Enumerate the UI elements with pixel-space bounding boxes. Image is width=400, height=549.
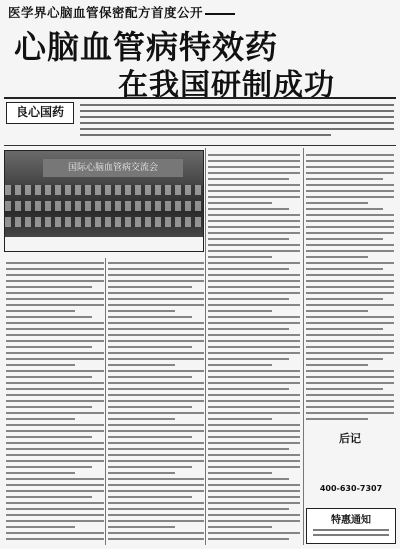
body-column-1 bbox=[6, 258, 104, 540]
text-line bbox=[306, 160, 394, 162]
text-line bbox=[6, 478, 104, 480]
text-line bbox=[108, 364, 175, 366]
text-line bbox=[208, 184, 300, 186]
text-line bbox=[208, 514, 300, 516]
text-line bbox=[108, 328, 204, 330]
text-line bbox=[208, 358, 289, 360]
text-line bbox=[108, 286, 192, 288]
text-line bbox=[6, 538, 104, 540]
text-line bbox=[108, 280, 204, 282]
text-line bbox=[208, 364, 272, 366]
text-line bbox=[208, 532, 300, 534]
text-line bbox=[306, 196, 394, 198]
text-line bbox=[6, 376, 92, 378]
text-line bbox=[208, 274, 300, 276]
headline-line-1: 心脑血管病特效药 bbox=[14, 28, 279, 66]
text-line bbox=[108, 388, 204, 390]
text-line bbox=[108, 346, 192, 348]
text-line bbox=[306, 178, 383, 180]
text-line bbox=[6, 316, 92, 318]
text-line bbox=[6, 520, 104, 522]
text-line bbox=[306, 280, 394, 282]
text-line bbox=[208, 208, 289, 210]
text-line bbox=[306, 184, 394, 186]
text-line bbox=[6, 298, 104, 300]
body-column-4 bbox=[306, 150, 394, 420]
text-line bbox=[306, 238, 383, 240]
text-line bbox=[306, 388, 383, 390]
text-line bbox=[306, 166, 394, 168]
text-line bbox=[306, 394, 394, 396]
text-line bbox=[208, 454, 300, 456]
text-line bbox=[108, 460, 204, 462]
text-line bbox=[108, 472, 175, 474]
text-line bbox=[6, 454, 104, 456]
text-line bbox=[306, 328, 383, 330]
text-line bbox=[208, 370, 300, 372]
text-line bbox=[208, 178, 289, 180]
text-line bbox=[208, 520, 300, 522]
text-line bbox=[306, 310, 368, 312]
text-line bbox=[108, 262, 204, 264]
text-line bbox=[306, 370, 394, 372]
text-line bbox=[208, 538, 289, 540]
top-rule bbox=[4, 97, 396, 99]
text-line bbox=[208, 382, 300, 384]
text-line bbox=[108, 532, 204, 534]
special-notice-box bbox=[306, 508, 396, 544]
text-line bbox=[6, 274, 104, 276]
text-line bbox=[108, 526, 175, 528]
text-line bbox=[306, 304, 394, 306]
text-line bbox=[208, 376, 300, 378]
text-line bbox=[108, 394, 204, 396]
text-line bbox=[306, 274, 394, 276]
text-line bbox=[306, 202, 368, 204]
text-line bbox=[306, 364, 368, 366]
text-line bbox=[306, 214, 394, 216]
notice-title: 特惠通知 bbox=[331, 515, 371, 526]
text-line bbox=[306, 190, 394, 192]
text-line bbox=[108, 370, 204, 372]
text-line bbox=[208, 436, 300, 438]
text-line bbox=[108, 442, 204, 444]
kicker-dash bbox=[205, 13, 235, 15]
text-line bbox=[306, 268, 383, 270]
text-line bbox=[208, 478, 289, 480]
text-line bbox=[208, 226, 300, 228]
text-line bbox=[6, 400, 104, 402]
text-line bbox=[6, 460, 104, 462]
text-line bbox=[208, 160, 300, 162]
text-line bbox=[208, 172, 300, 174]
text-line bbox=[108, 340, 204, 342]
text-line bbox=[208, 328, 289, 330]
text-line bbox=[108, 418, 175, 420]
text-line bbox=[6, 436, 92, 438]
text-line bbox=[208, 286, 300, 288]
text-line bbox=[6, 382, 104, 384]
text-line bbox=[208, 490, 300, 492]
text-line bbox=[306, 352, 394, 354]
text-line bbox=[6, 508, 104, 510]
text-line bbox=[6, 352, 104, 354]
text-line bbox=[108, 478, 204, 480]
text-line bbox=[208, 388, 289, 390]
text-line bbox=[108, 514, 204, 516]
text-line bbox=[306, 322, 394, 324]
phone-number: 400-630-7307 bbox=[319, 484, 383, 493]
text-line bbox=[208, 322, 300, 324]
text-line bbox=[6, 388, 104, 390]
text-line bbox=[208, 310, 272, 312]
text-line bbox=[306, 262, 394, 264]
text-line bbox=[108, 538, 204, 540]
text-line bbox=[108, 508, 204, 510]
text-line bbox=[108, 376, 192, 378]
text-line bbox=[108, 484, 204, 486]
text-line bbox=[108, 400, 204, 402]
photo-banner: 国际心脑血管病交流会 bbox=[43, 159, 183, 177]
text-line bbox=[108, 274, 204, 276]
afterword-title: 后记 bbox=[339, 432, 361, 445]
text-line bbox=[306, 340, 394, 342]
text-line bbox=[208, 166, 300, 168]
text-line bbox=[6, 484, 104, 486]
text-line bbox=[208, 406, 300, 408]
text-line bbox=[6, 280, 104, 282]
text-line bbox=[306, 154, 394, 156]
text-line bbox=[208, 424, 300, 426]
text-line bbox=[208, 502, 300, 504]
text-line bbox=[6, 304, 104, 306]
text-line bbox=[208, 280, 300, 282]
text-line bbox=[306, 358, 383, 360]
text-line bbox=[306, 292, 394, 294]
text-line bbox=[6, 406, 92, 408]
text-line bbox=[6, 370, 104, 372]
kicker-line bbox=[8, 3, 235, 21]
text-line bbox=[306, 382, 394, 384]
text-line bbox=[6, 322, 104, 324]
text-line bbox=[306, 250, 394, 252]
text-line bbox=[6, 448, 104, 450]
text-line bbox=[108, 448, 204, 450]
text-line bbox=[6, 262, 104, 264]
text-line bbox=[208, 232, 300, 234]
section-rule bbox=[4, 145, 396, 146]
text-line bbox=[6, 490, 104, 492]
text-line bbox=[306, 412, 394, 414]
text-line bbox=[6, 430, 104, 432]
text-line bbox=[6, 346, 92, 348]
text-line bbox=[108, 310, 175, 312]
conference-photo bbox=[4, 150, 204, 252]
text-line bbox=[306, 256, 368, 258]
text-line bbox=[208, 496, 300, 498]
text-line bbox=[6, 358, 104, 360]
text-line bbox=[208, 304, 300, 306]
text-line bbox=[6, 310, 75, 312]
text-line bbox=[108, 412, 204, 414]
text-line bbox=[306, 346, 394, 348]
text-line bbox=[108, 352, 204, 354]
text-line bbox=[306, 226, 394, 228]
text-line bbox=[306, 232, 394, 234]
text-line bbox=[208, 472, 272, 474]
text-line bbox=[208, 442, 300, 444]
text-line bbox=[208, 352, 300, 354]
text-line bbox=[108, 406, 192, 408]
text-line bbox=[306, 316, 394, 318]
text-line bbox=[208, 256, 272, 258]
text-line bbox=[108, 520, 204, 522]
text-line bbox=[208, 316, 300, 318]
text-line bbox=[208, 268, 289, 270]
text-line bbox=[208, 484, 300, 486]
text-line bbox=[306, 298, 383, 300]
text-line bbox=[108, 436, 192, 438]
text-line bbox=[208, 394, 300, 396]
text-line bbox=[306, 244, 394, 246]
text-line bbox=[6, 292, 104, 294]
column-divider bbox=[105, 258, 106, 545]
text-line bbox=[6, 286, 92, 288]
text-line bbox=[208, 400, 300, 402]
text-line bbox=[6, 424, 104, 426]
text-line bbox=[6, 334, 104, 336]
text-line bbox=[208, 412, 300, 414]
text-line bbox=[6, 442, 104, 444]
text-line bbox=[306, 286, 394, 288]
text-line bbox=[306, 208, 383, 210]
text-line bbox=[108, 322, 204, 324]
text-line bbox=[208, 508, 289, 510]
text-line bbox=[208, 334, 300, 336]
text-line bbox=[208, 238, 289, 240]
text-line bbox=[108, 304, 204, 306]
text-line bbox=[306, 220, 394, 222]
text-line bbox=[306, 418, 368, 420]
text-line bbox=[6, 412, 104, 414]
text-line bbox=[208, 340, 300, 342]
text-line bbox=[108, 334, 204, 336]
text-line bbox=[208, 244, 300, 246]
text-line bbox=[6, 364, 75, 366]
headline-line-2: 在我国研制成功 bbox=[118, 68, 335, 103]
text-line bbox=[208, 202, 272, 204]
text-line bbox=[108, 490, 204, 492]
column-divider bbox=[303, 148, 304, 545]
text-line bbox=[108, 268, 204, 270]
text-line bbox=[6, 472, 75, 474]
text-line bbox=[306, 400, 394, 402]
text-line bbox=[306, 334, 394, 336]
text-line bbox=[6, 394, 104, 396]
text-line bbox=[108, 292, 204, 294]
text-line bbox=[208, 346, 300, 348]
text-line bbox=[6, 496, 92, 498]
text-line bbox=[208, 214, 300, 216]
text-line bbox=[108, 466, 192, 468]
kicker-text: 医学界心脑血管保密配方首度公开 bbox=[8, 5, 204, 20]
text-line bbox=[6, 502, 104, 504]
text-line bbox=[208, 190, 300, 192]
text-line bbox=[208, 250, 300, 252]
text-line bbox=[6, 514, 104, 516]
text-line bbox=[306, 376, 394, 378]
text-line bbox=[208, 526, 272, 528]
body-column-3 bbox=[208, 150, 300, 540]
text-line bbox=[208, 196, 300, 198]
text-line bbox=[6, 418, 75, 420]
text-line bbox=[208, 262, 300, 264]
text-line bbox=[108, 454, 204, 456]
text-line bbox=[108, 316, 192, 318]
text-line bbox=[6, 526, 75, 528]
text-line bbox=[306, 406, 394, 408]
text-line bbox=[108, 496, 192, 498]
text-line bbox=[208, 292, 300, 294]
text-line bbox=[6, 466, 92, 468]
text-line bbox=[208, 448, 289, 450]
text-line bbox=[6, 328, 104, 330]
text-line bbox=[306, 172, 394, 174]
text-line bbox=[208, 430, 300, 432]
text-line bbox=[208, 466, 300, 468]
intro-paragraph bbox=[80, 100, 394, 142]
text-line bbox=[108, 430, 204, 432]
text-line bbox=[208, 298, 289, 300]
text-line bbox=[6, 532, 104, 534]
text-line bbox=[108, 502, 204, 504]
text-line bbox=[208, 460, 300, 462]
text-line bbox=[6, 340, 104, 342]
text-line bbox=[208, 220, 300, 222]
section-tag: 良心国药 bbox=[6, 102, 74, 124]
body-column-2 bbox=[108, 258, 204, 540]
text-line bbox=[6, 268, 104, 270]
text-line bbox=[108, 382, 204, 384]
text-line bbox=[108, 424, 204, 426]
text-line bbox=[108, 358, 204, 360]
text-line bbox=[208, 418, 272, 420]
photo-caption-area bbox=[5, 237, 203, 251]
column-divider bbox=[205, 148, 206, 545]
text-line bbox=[108, 298, 204, 300]
text-line bbox=[208, 154, 300, 156]
